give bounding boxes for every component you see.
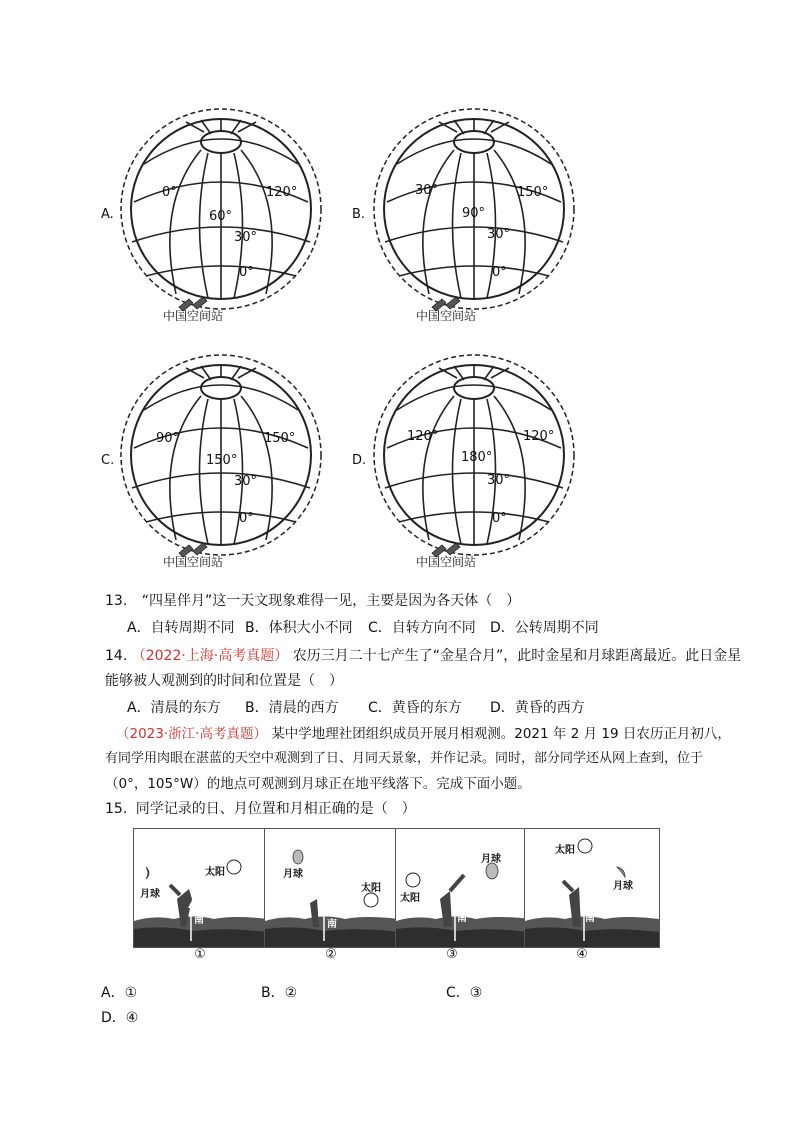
q14-option-c[interactable]: C．黄昏的东方 [368,700,462,716]
option-a-label[interactable]: A. [101,207,114,222]
globe-d-lat30: 30° [487,473,511,488]
photo-3-number: ③ [446,947,458,962]
photo-1-number: ① [194,947,206,962]
passage-text-line1: 某中学地理社团组织成员开展月相观测。2021 年 2 月 19 日农历正月初八， [271,726,731,742]
option-c-label[interactable]: C. [101,453,115,468]
q13-option-d[interactable]: D．公转周期不同 [490,620,599,636]
globe-c-left-lon: 90° [156,431,180,446]
q14-option-b[interactable]: B．清晨的西方 [245,700,339,716]
option-d-label[interactable]: D. [352,453,367,468]
q14-option-d[interactable]: D．黄昏的西方 [490,700,585,716]
globe-b-center-lon: 90° [462,206,486,221]
photo-option-2[interactable] [264,828,400,948]
q13-option-c[interactable]: C．自转方向不同 [368,620,476,636]
question-14-source: （2022·上海·高考真题） [131,648,289,664]
globe-a-lat0: 0° [239,265,254,280]
q15-option-b[interactable]: B．② [261,985,298,1001]
passage-line1 [116,722,731,742]
q13-option-b[interactable]: B．体积大小不同 [245,620,353,636]
passage-line3: （0°，105°W）的地点可观测到月球正在地平线落下。完成下面小题。 [105,776,531,792]
globe-d-lat0: 0° [492,511,507,526]
photo-4-moon-label: 月球 [613,881,633,892]
globe-a-center-lon: 60° [209,209,233,224]
photo-option-1[interactable] [133,828,269,948]
globe-c-center-lon: 150° [206,453,238,468]
q15-option-a[interactable]: A．① [101,985,138,1001]
globe-d-caption: 中国空间站 [416,555,477,569]
globe-d-left-lon: 120° [407,429,439,444]
globe-a-caption: 中国空间站 [163,309,224,323]
photo-1-sun-label: 太阳 [205,867,225,878]
globe-d-center-lon: 180° [461,450,493,465]
globe-c-lat0: 0° [239,511,254,526]
passage-line2: 有同学用肉眼在湛蓝的天空中观测到了日、月同天景象，并作记录。同时，部分同学还从网上查到，位于 [105,751,704,766]
question-13 [105,590,520,610]
photo-1-moon-label: 月球 [140,889,160,900]
q14-option-a[interactable]: A．清晨的东方 [127,700,221,716]
globe-b-caption: 中国空间站 [416,309,477,323]
photo-3-moon-label: 月球 [481,854,501,865]
photo-option-4[interactable] [524,828,660,948]
passage-source: （2023·浙江·高考真题） [116,726,267,742]
q15-option-c[interactable]: C．③ [446,985,483,1001]
photo-2-sun-label: 太阳 [361,883,381,894]
globe-c-lat30: 30° [234,474,258,489]
globe-b-right-lon: 150° [517,185,549,200]
globe-a-lat30: 30° [234,230,258,245]
globe-a-left-lon: 0° [162,185,177,200]
globe-a-diagram [116,104,326,314]
question-14-text-line2: 能够被人观测到的时间和位置是（ ） [105,673,343,689]
photo-option-3[interactable] [395,828,531,948]
globe-b-diagram [369,104,579,314]
globe-b-lat0: 0° [492,265,507,280]
globe-a-right-lon: 120° [266,185,298,200]
option-b-label[interactable]: B. [352,207,366,222]
globe-c-right-lon: 150° [264,431,296,446]
photo-1-south-label: 南 [194,915,204,926]
question-14-number: 14. [105,648,128,664]
photo-3-south-label: 南 [457,913,467,924]
photo-2-south-label: 南 [327,919,337,930]
photo-2-number: ② [325,947,337,962]
question-15 [105,798,416,818]
photo-4-sun-label: 太阳 [555,845,575,856]
globe-c-caption: 中国空间站 [163,555,224,569]
globe-c-diagram [116,350,326,560]
question-13-number: 13. [105,593,128,609]
question-13-text: “四星伴月”这一天文现象难得一见，主要是因为各天体（ ） [141,593,521,609]
photo-2-moon-label: 月球 [283,869,303,880]
globe-d-diagram [369,350,579,560]
question-15-text: 同学记录的日、月位置和月相正确的是（ ） [135,801,416,817]
q13-option-a[interactable]: A．自转周期不同 [127,620,235,636]
photo-4-number: ④ [576,947,588,962]
question-14-text-line1: 农历三月二十七产生了“金星合月”，此时金星和月球距离最近。此日金星 [292,648,742,664]
photo-3-sun-label: 太阳 [400,893,420,904]
q15-option-d[interactable]: D．④ [101,1010,139,1026]
globe-d-right-lon: 120° [523,429,555,444]
question-15-number: 15. [105,801,128,817]
question-14 [105,645,741,665]
globe-b-lat30: 30° [487,227,511,242]
globe-b-left-lon: 30° [415,183,439,198]
photo-4-south-label: 南 [585,913,595,924]
